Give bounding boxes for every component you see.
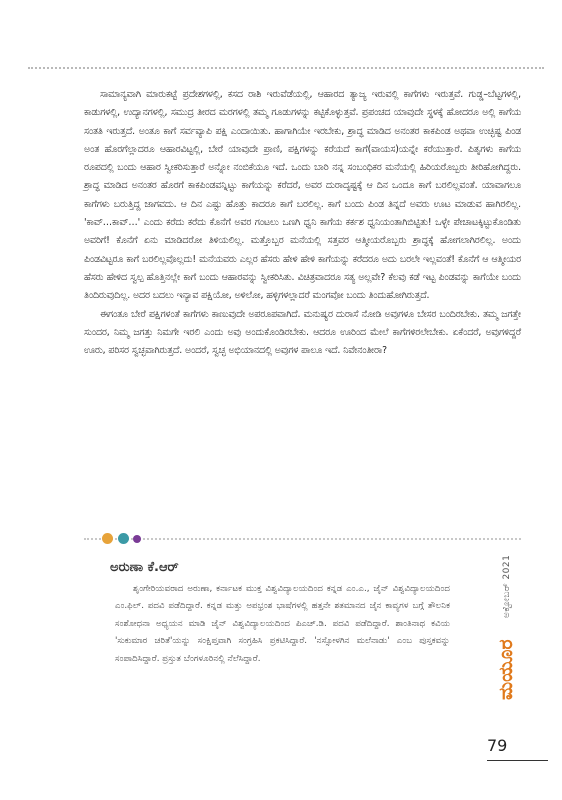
article-body bbox=[84, 86, 521, 360]
issue-date: ಅಕ್ಟೋಬರ್ 2021 bbox=[502, 554, 512, 618]
author-bio-text: ಶೃಂಗೇರಿಯವರಾದ ಅರುಣಾ, ಕರ್ನಾಟಕ ಮುಕ್ತ ವಿಶ್ವವಿದ್ಯಾಲಯದಿಂದ ಕನ್ನಡ ಎಂ.ಎ., ಜೈನ್ ವಿಶ್ವವಿದ್ಯಾಲಯದಿಂದ ಎಂ.ಫಿಲ್. ಪದವಿ ಪಡೆದಿದ್ದಾರೆ. ಕನ್ನಡ ಮತ್ತು ಅಪಭ್ರಂಶ ಭಾಷೆಗಳಲ್ಲಿ ಹತ್ತನೇ ಶತಮಾನದ ಜೈನ ಕಾವ್ಯಗಳ ಬಗ್ಗೆ ತೌಲನಿಕ ಸಂಶೋಧನಾ ಅಧ್ಯಯನ ಮಾಡಿ ಜೈನ್ ವಿಶ್ವವಿದ್ಯಾಲಯದಿಂದ ಪಿಎಚ್.ಡಿ. ಪದವಿ ಪಡೆದಿದ್ದಾರೆ. ಶಾಂತಿನಾಥ ಕವಿಯ 'ಸುಕುಮಾರ ಚರಿತೆ'ಯನ್ನು ಸಂಕ್ಷಿಪ್ತವಾಗಿ ಸಂಗ್ರಹಿಸಿ ಪ್ರಕಟಿಸಿದ್ದಾರೆ. 'ನಸ್ಸೋಳಗಿನ ಮಲೆನಾಡು' ಎಂಬ ಪುಸ್ತಕವನ್ನು ಸಂಪಾದಿಸಿದ್ದಾರೆ. ಪ್ರಸ್ತುತ ಬೆಂಗಳೂರಿನಲ್ಲಿ ನೆಲೆಸಿದ್ದಾರೆ. bbox=[115, 584, 450, 664]
purple-dot-icon bbox=[133, 535, 141, 543]
article-paragraph-1: ಸಾಮಾನ್ಯವಾಗಿ ಮಾರುಕಟ್ಟೆ ಪ್ರದೇಶಗಳಲ್ಲಿ, ಕಸದ ರಾಶಿ ಇರುವೆಡೆಯಲ್ಲಿ, ಆಹಾರದ ತ್ಯಾಜ್ಯ ಇರುವಲ್ಲಿ ಕಾಗೆಗಳು ಇರುತ್ತವೆ. ಗುಡ್ಡ–ಬೆಟ್ಟಗಳಲ್ಲಿ, ಕಾಡುಗಳಲ್ಲಿ, ಉದ್ಯಾನಗಳಲ್ಲಿ, ಸಮುದ್ರ ತೀರದ ಮರಗಳಲ್ಲಿ ತಮ್ಮ ಗೂಡುಗಳನ್ನು ಕಟ್ಟಿಕೊಳ್ಳುತ್ತವೆ. ಪ್ರಪಂಚದ ಯಾವುದೇ ಸ್ಥಳಕ್ಕೆ ಹೋದರೂ ಅಲ್ಲಿ ಕಾಗೆಯ ಸಂತತಿ ಇರುತ್ತದೆ. ಅಂತೂ ಕಾಗೆ ಸರ್ವವ್ಯಾಪಿ ಪಕ್ಷಿ ಎಂದಾಯಿತು. ಹಾಗಾಗಿಯೇ ಇರಬೇಕು, ಶ್ರಾದ್ಧ ಮಾಡಿದ ಅನಂತರ ಕಾಕಪಿಂಡ ಅಥವಾ ಉಚ್ಛಿಷ್ಟ ಪಿಂಡ ಅಂತ ಹೊರಗೆಲ್ಲಾದರೂ ಆಹಾರವಿಟ್ಟಲ್ಲಿ, ಬೇರೆ ಯಾವುದೇ ಪ್ರಾಣಿ, ಪಕ್ಷಿಗಳನ್ನು ಕರೆಯದೆ ಕಾಗೆ(ವಾಯಸ)ಯನ್ನೇ ಕರೆಯುತ್ತಾರೆ. ಪಿತೃಗಳು ಕಾಗೆಯ ರೂಪದಲ್ಲಿ ಬಂದು ಆಹಾರ ಸ್ವೀಕರಿಸುತ್ತಾರೆ ಅನ್ನೋ ನಂಬಿಕೆಯೂ ಇದೆ. ಒಂದು ಬಾರಿ ನನ್ನ ಸಂಬಂಧಿಕರ ಮನೆಯಲ್ಲಿ ಹಿರಿಯರೊಬ್ಬರು ತೀರಿಹೋಗಿದ್ದರು. ಶ್ರಾದ್ಧ ಮಾಡಿದ ಅನಂತರ ಹೊರಗೆ ಕಾಕಪಿಂಡವನ್ನಿಟ್ಟು ಕಾಗೆಯನ್ನು ಕರೆದರೆ, ಅವರ ದುರಾದೃಷ್ಟಕ್ಕೆ ಆ ದಿನ ಒಂದೂ ಕಾಗೆ ಬರಲಿಲ್ಲವಂತೆ. ಯಾವಾಗಲೂ ಕಾಗೆಗಳು ಬರುತ್ತಿದ್ದ ಜಾಗವದು. ಆ ದಿನ ಎಷ್ಟು ಹೊತ್ತು ಕಾದರೂ ಕಾಗೆ ಬರಲಿಲ್ಲ. ಕಾಗೆ ಬಂದು ಪಿಂಡ ತಿನ್ನದೆ ಅವರು ಊಟ ಮಾಡುವ ಹಾಗಿರಲಿಲ್ಲ. 'ಕಾವ್…ಕಾವ್…' ಎಂದು ಕರೆದು ಕರೆದು ಕೊನೆಗೆ ಅವರ ಗಂಟಲು ಒಣಗಿ ಧ್ವನಿ ಕಾಗೆಯ ಕರ್ಕಶ ಧ್ವನಿಯಂತಾಗಿಬಿಟ್ಟಿತು! ಒಳ್ಳೇ ಪೇಚಾಟಕ್ಕಿಟ್ಟುಕೊಂಡಿತು ಅವರಿಗೆ! ಕೊನೆಗೆ ಏನು ಮಾಡಿದರೋ ತಿಳಿಯಲಿಲ್ಲ. ಮತ್ತೊಬ್ಬರ ಮನೆಯಲ್ಲಿ ಸತ್ತವರ ಆತ್ಮೀಯರೊಬ್ಬರು ಶ್ರಾದ್ಧಕ್ಕೆ ಹೋಗಲಾಗಿರಲಿಲ್ಲ. ಅಂದು ಪಿಂಡವಿಟ್ಟರೂ ಕಾಗೆ ಬರಲಿಲ್ಲವೊಲ್ಲದು! ಮನೆಯವರು ಎಲ್ಲರ ಹೆಸರು ಹೇಳಿ ಹೇಳಿ ಕಾಗೆಯನ್ನು ಕರೆದರೂ ಅದು ಬರಲೇ ಇಲ್ಲವಂತೆ! ಕೊನೆಗೆ ಆ ಆತ್ಮೀಯರ ಹೆಸರು ಹೇಳಿದ ಸ್ವಲ್ಪ ಹೊತ್ತಿನಲ್ಲೇ ಕಾಗೆ ಬಂದು ಆಹಾರವನ್ನು ಸ್ವೀಕರಿಸಿತು. ವಿಚಿತ್ರವಾದರೂ ಸತ್ಯ ಅಲ್ಲವೇ? ಕೆಲವು ಕಡೆ ಇಟ್ಟ ಪಿಂಡವನ್ನು ಕಾಗೆಯೇ ಬಂದು ತಿಂದಿರುವುದಿಲ್ಲ. ಅದರ ಬದಲು ಇನ್ಯಾವ ಪಕ್ಷಿಯೋ, ಅಳಿಲೋ, ಹಳ್ಳಿಗಳಲ್ಲಾದರೆ ಮಂಗವೋ ಬಂದು ತಿಂದುಹೋಗಿರುತ್ತದೆ. bbox=[84, 89, 521, 302]
orange-dot-icon bbox=[102, 533, 113, 544]
page-number-rule bbox=[487, 760, 548, 761]
author-bio bbox=[115, 581, 450, 668]
section-divider bbox=[84, 532, 521, 546]
article-paragraph-2: ಈಗಂತೂ ಬೇರೆ ಪಕ್ಷಿಗಳಂತೆ ಕಾಗೆಗಳು ಕಾಣುವುದೇ ಅಪರೂಪವಾಗಿದೆ. ಮನುಷ್ಯರ ದುರಾಸೆ ನೋಡಿ ಅವುಗಳೂ ಬೇಸರ ಬಂದಿರಬೇಕು. ತಮ್ಮ ಜಗತ್ತೇ ಸುಂದರ, ನಿಮ್ಮ ಜಗತ್ತು ನಿಮಗೇ ಇರಲಿ ಎಂದು ಅವು ಅಂದುಕೊಂಡಿರಬೇಕು. ಆದರೂ ಊರಿಂದ ಮೇಲೆ ಕಾಗೆಗಳಿರಲೇಬೇಕು. ಏಕೆಂದರೆ, ಅವುಗಳಿದ್ದರೆ ಊರು, ಪರಿಸರ ಸ್ವಚ್ಛವಾಗಿರುತ್ತದೆ. ಅಂದರೆ, ಸ್ವಚ್ಛ ಅಭಿಯಾನದಲ್ಲಿ ಅವುಗಳ ಪಾಲೂ ಇದೆ. ನಿವೇನಂತೀರಾ? bbox=[84, 308, 521, 357]
author-name: ಅರುಣಾ ಕೆ.ಆರ್ bbox=[110, 560, 179, 575]
divider-dotted-line bbox=[84, 538, 521, 540]
magazine-masthead: ಮಯೂರ bbox=[495, 639, 517, 700]
page-number: 79 bbox=[487, 736, 508, 755]
teal-dot-icon bbox=[118, 533, 129, 544]
top-dotted-rule bbox=[28, 67, 544, 69]
